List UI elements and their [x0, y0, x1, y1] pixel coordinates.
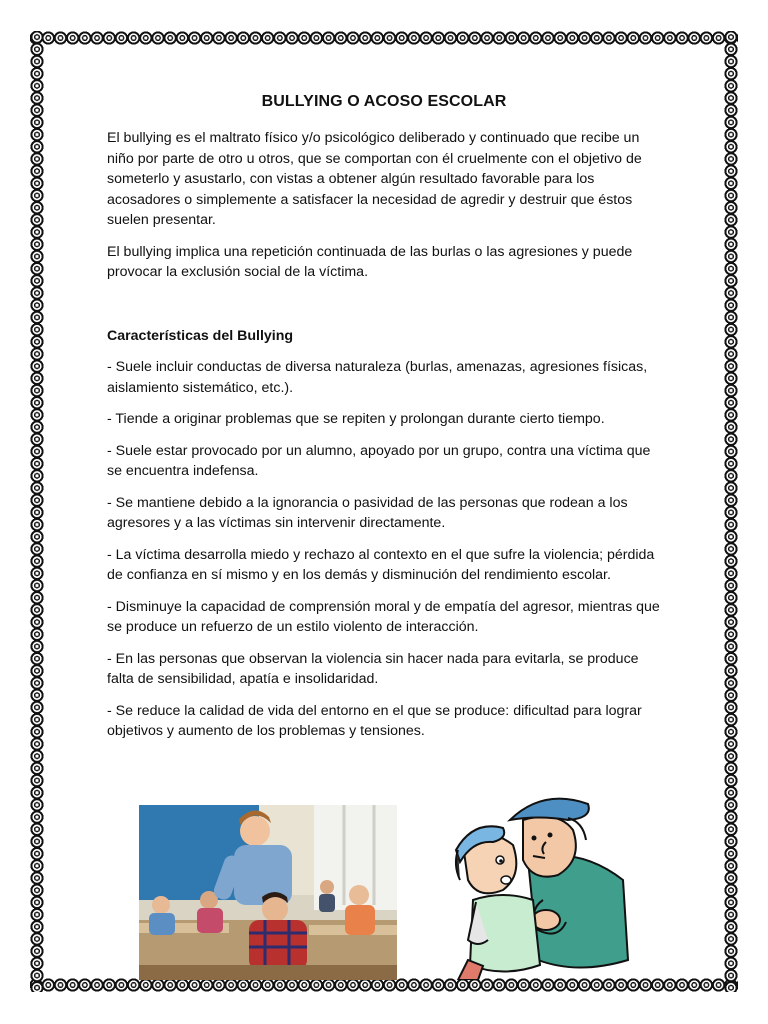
spacer [107, 294, 667, 326]
intro-paragraph: El bullying es el maltrato físico y/o psicológico deliberado y continuado que recibe un niño por parte de otro u otros, que se comportan con él cruelmente con el objetivo de someterlo y asustarlo, con vistas a obtener algún resultado favorable para los acosadores o simplemente a satisfacer la necesidad de agredir y destruir que éstos suelen presentar. [107, 130, 642, 228]
page-border-bottom [30, 978, 738, 992]
page-border-right [724, 31, 738, 992]
page-title: BULLYING O ACOSO ESCOLAR [261, 93, 507, 110]
bully-cartoon-illustration [448, 790, 636, 980]
page-border-left [30, 31, 44, 992]
characteristic-item: - Disminuye la capacidad de comprensión moral y de empatía del agresor, mientras que se produce un refuerzo de un estilo violento de interacción. [107, 598, 660, 635]
classroom-bullying-photo [139, 805, 397, 980]
page-border-top [30, 31, 738, 45]
characteristic-item: - Tiende a originar problemas que se repiten y prolongan durante cierto tiempo. [107, 411, 605, 427]
document-body [107, 128, 667, 753]
characteristic-item: - En las personas que observan la violencia sin hacer nada para evitarla, se produce falta de sensibilidad, apatía e insolidaridad. [107, 650, 639, 687]
characteristic-item: - Se mantiene debido a la ignorancia o pasividad de las personas que rodean a los agresores y a las víctimas sin intervenir directamente. [107, 494, 628, 531]
intro-paragraph: El bullying implica una repetición continuada de las burlas o las agresiones y puede provocar la exclusión social de la víctima. [107, 243, 633, 280]
characteristic-item: - Se reduce la calidad de vida del entorno en el que se produce: dificultad para lograr objetivos y aumento de los problemas y tensiones. [107, 702, 642, 739]
characteristic-item: - La víctima desarrolla miedo y rechazo al contexto en el que sufre la violencia; pérdida de confianza en sí mismo y en los demás y disminución del rendimiento escolar. [107, 546, 655, 583]
characteristic-item: - Suele incluir conductas de diversa naturaleza (burlas, amenazas, agresiones físicas, aislamiento sistemático, etc.). [107, 359, 648, 396]
characteristic-item: - Suele estar provocado por un alumno, apoyado por un grupo, contra una víctima que se encuentra indefensa. [107, 442, 651, 479]
section-heading: Características del Bullying [107, 327, 294, 344]
